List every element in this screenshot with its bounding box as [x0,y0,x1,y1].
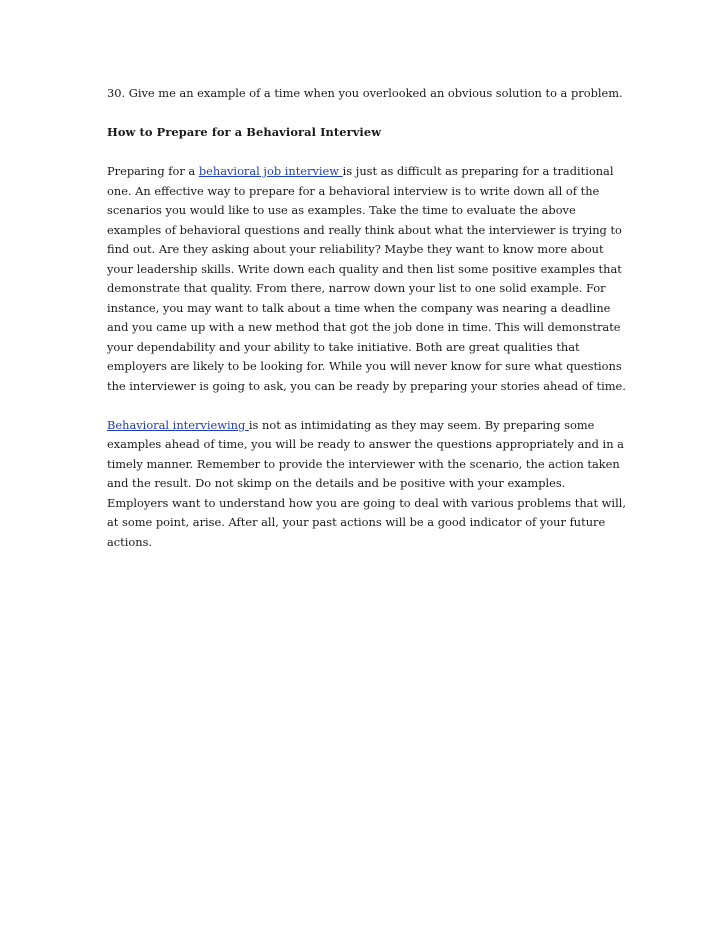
section-heading: How to Prepare for a Behavioral Interview [107,125,382,139]
question-30: 30. Give me an example of a time when you overlooked an obvious solution to a problem. [107,86,623,100]
paragraph-behavioral-interviewing [107,416,627,553]
paragraph-behavioral-interviewing-body: is not as intimidating as they may seem. By preparing some examples ahead of time, you will be ready to answer the questions appropriately and in a timely manner. Remember to provide the interviewer with the scenario, the action taken and the result. Do not skimp on the details and be positive with your examples. Employers want to understand how you are going to deal with various problems that will, at some point, arise. After all, your past actions will be a good indicator of your future actions. [107,417,626,549]
paragraph-preparing-lead: Preparing for a [107,164,199,178]
behavioral-interviewing-link[interactable]: Behavioral interviewing [107,417,249,432]
paragraph-preparing [107,162,627,396]
behavioral-job-interview-link[interactable]: behavioral job interview [198,164,343,178]
document-body [107,84,627,572]
paragraph-preparing-body: is just as difficult as preparing for a traditional one. An effective way to prepare for a behavioral interview is to write down all of the scenarios you would like to use as examples. Take the time to evaluate the above examples of behavioral questions and really think about what the interviewer is trying to find out. Are they asking about your reliability? Maybe they want to know more about your leadership skills. Write down each quality and then list some positive examples that demonstrate that quality. From there, narrow down your list to one solid example. For instance, you may want to talk about a time when the company was nearing a deadline and you came up with a new method that got the job done in time. This will demonstrate your dependability and your ability to take initiative. Both are great qualities that employers are likely to be looking for. While you will never know for sure what questions the interviewer is going to ask, you can be ready by preparing your stories ahead of time. [107,164,626,393]
